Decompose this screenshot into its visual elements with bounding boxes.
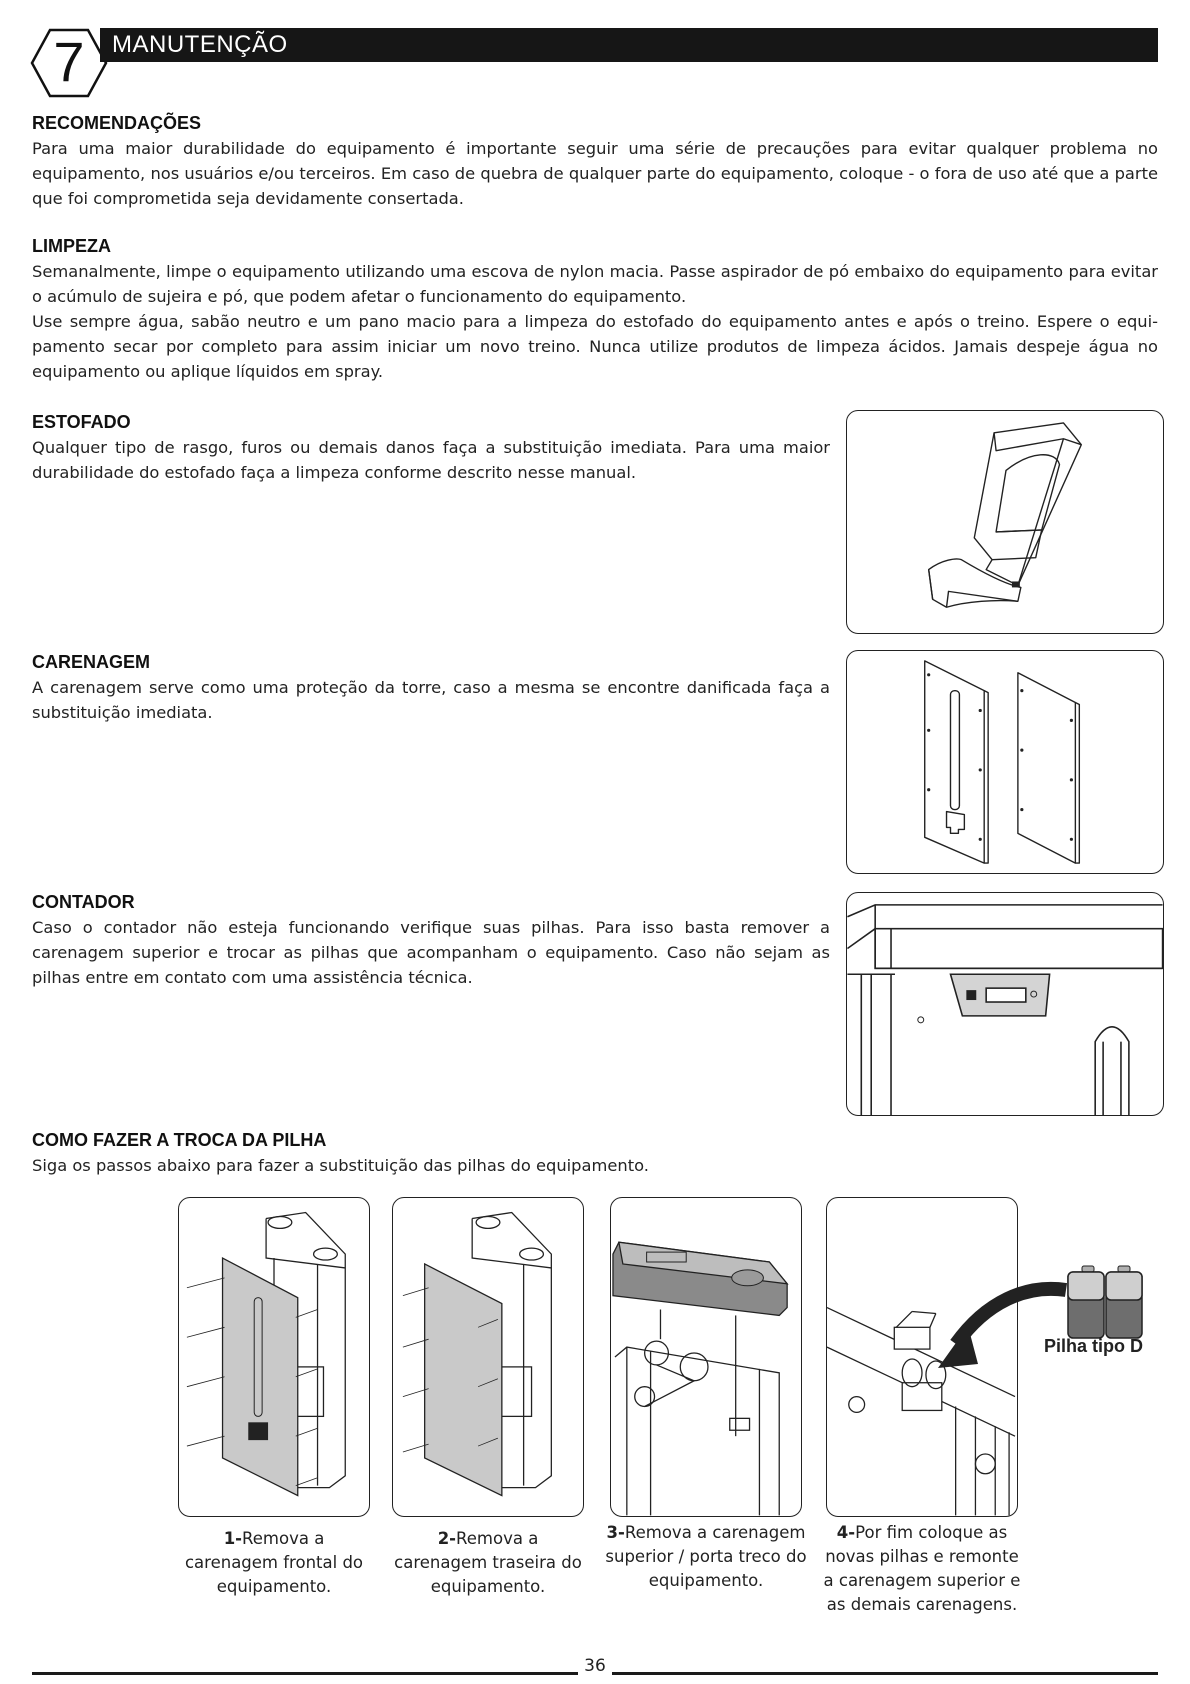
upholstery-illustration [847, 411, 1163, 633]
limpeza-text-1: Semanalmente, limpe o equipamento utilizando uma escova de nylon macia. Passe aspirador de pó embaixo do equipamento para evitar o acúmulo de sujeira e pó, que podem afetar o funcionamento do equipamento. [32, 262, 1158, 306]
step-1-figure [178, 1197, 370, 1517]
battery-type-label: Pilha tipo D [1044, 1336, 1143, 1356]
section-title-bar: MANUTENÇÃO [100, 28, 1158, 62]
step-1-caption: 1-Remova a carenagem frontal do equipamento. [184, 1529, 364, 1596]
tower-rear-panel-illustration [393, 1198, 583, 1516]
top-cover-removal-illustration [611, 1198, 801, 1516]
footer-rule-left [32, 1672, 578, 1675]
counter-illustration [847, 893, 1163, 1115]
contador-text: Caso o contador não esteja funcionando verifique suas pilhas. Para isso basta remover a carenagem superior e trocar as pilhas que acompanham o equipamento. Caso não sejam as pilhas entre em contato com uma assistência técnica. [32, 918, 830, 987]
troca-pilha-heading: COMO FAZER A TROCA DA PILHA [32, 1130, 327, 1150]
battery-d-icon [1066, 1264, 1146, 1340]
carenagem-text: A carenagem serve como uma proteção da torre, caso a mesma se encontre danificada faça a substituição imediata. [32, 678, 830, 722]
estofado-text: Qualquer tipo de rasgo, furos ou demais danos faça a substituição imediata. Para uma maior durabilidade do estofado faça a limpeza conforme descrito nesse manual. [32, 438, 830, 482]
tower-front-panel-illustration [179, 1198, 369, 1516]
contador-heading: CONTADOR [32, 892, 135, 912]
carenagem-heading: CARENAGEM [32, 652, 151, 672]
limpeza-text-2: Use sempre água, sabão neutro e um pano macio para a limpeza do estofado do equipamento antes e após o treino. Espere o equi-pamento secar por completo para assim iniciar um novo treino. Nunca utilize produtos de limpeza ácidos. Jamais despeje água no equipamento ou aplique líquidos em spray. [32, 312, 1158, 381]
step-4-caption: 4-Por fim coloque as novas pilhas e remonte a carenagem superior e as demais carenagens. [823, 1523, 1021, 1614]
carenagem-figure [846, 650, 1164, 874]
step-3-caption: 3-Remova a carenagem superior / porta treco do equipamento. [605, 1523, 807, 1590]
section-number: 7 [53, 29, 85, 93]
page-number: 36 [584, 1656, 606, 1676]
contador-figure [846, 892, 1164, 1116]
estofado-figure [846, 410, 1164, 634]
recomendacoes-text: Para uma maior durabilidade do equipamento é importante seguir uma série de precauções para evitar qualquer problema no equipamento, nos usuários e/ou terceiros. Em caso de quebra de qualquer parte do equipamento, coloque - o fora de uso até que a parte que foi comprometida seja devidamente consertada. [32, 139, 1158, 208]
panels-illustration [847, 651, 1163, 873]
step-2-figure [392, 1197, 584, 1517]
recomendacoes-heading: RECOMENDAÇÕES [32, 113, 202, 133]
step-3-figure [610, 1197, 802, 1517]
limpeza-heading: LIMPEZA [32, 236, 111, 256]
estofado-heading: ESTOFADO [32, 412, 131, 432]
step-2-caption: 2-Remova a carenagem traseira do equipamento. [394, 1529, 582, 1596]
footer-rule-right [612, 1672, 1158, 1675]
troca-pilha-intro: Siga os passos abaixo para fazer a substituição das pilhas do equipamento. [32, 1156, 649, 1175]
